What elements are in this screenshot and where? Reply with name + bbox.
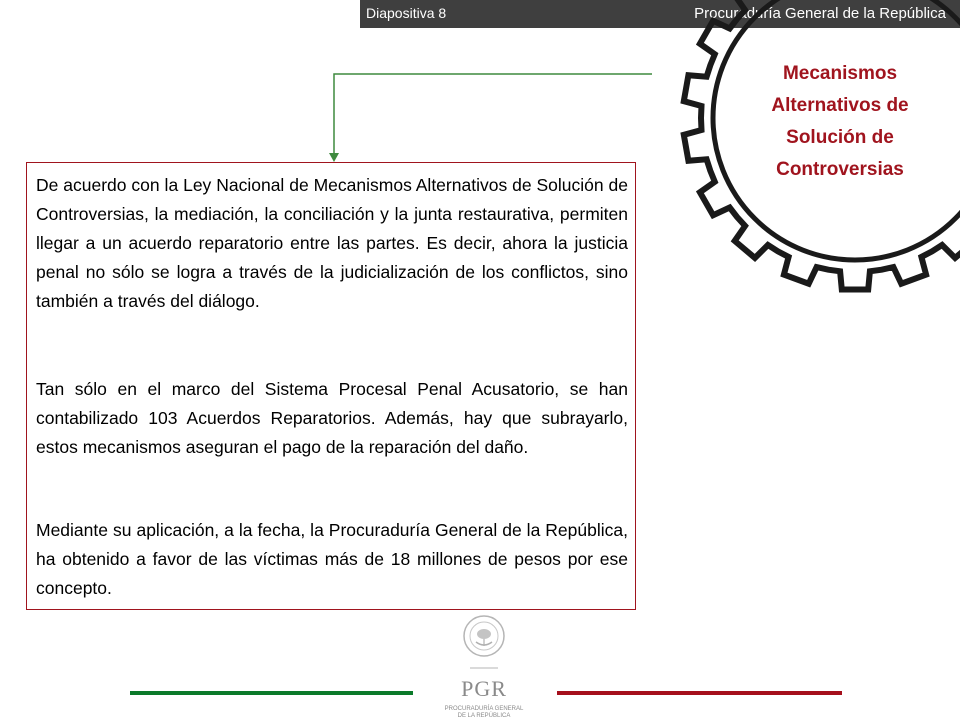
paragraph-2: Tan sólo en el marco del Sistema Procesal Penal Acusatorio, se han contabilizado 103 Acuerdos Reparatorios. Además, hay que subrayarlo, estos mecanismos aseguran el pago de la reparación del daño. bbox=[36, 379, 628, 457]
gear-title-line: Solución de bbox=[786, 127, 894, 148]
logo-subtitle-line: PROCURADURÍA GENERAL bbox=[444, 706, 524, 712]
footer-red-line bbox=[557, 691, 842, 695]
footer-green-line bbox=[130, 691, 413, 695]
organization-title: Procuraduría General de la República bbox=[694, 5, 946, 22]
connector-arrow-head bbox=[329, 153, 339, 162]
slide-number-label: Diapositiva 8 bbox=[366, 5, 447, 21]
paragraph-3: Mediante su aplicación, a la fecha, la Procuraduría General de la República, ha obtenido a favor de las víctimas más de 18 millones de pesos por ese concepto. bbox=[36, 520, 628, 598]
pgr-logo bbox=[436, 612, 532, 720]
gear-title bbox=[742, 58, 938, 186]
logo-subtitle-line: DE LA REPÚBLICA bbox=[457, 713, 511, 719]
paragraph-1: De acuerdo con la Ley Nacional de Mecanismos Alternativos de Solución de Controversias, la mediación, la conciliación y la junta restaurativa, permiten llegar a un acuerdo reparatorio entre las partes. Es decir, ahora la justicia penal no sólo se logra a través de la judicialización de los conflictos, sino también a través del diálogo. bbox=[36, 175, 628, 311]
gear-title-line: Controversias bbox=[776, 159, 904, 180]
logo-acronym: PGR bbox=[461, 676, 507, 701]
content-box bbox=[26, 162, 636, 610]
gear-title-line: Alternativos de bbox=[771, 95, 909, 116]
national-seal-icon bbox=[436, 612, 532, 676]
gear-title-line: Mecanismos bbox=[782, 63, 898, 84]
connector-arrow-line bbox=[334, 74, 652, 154]
logo-subtitle bbox=[436, 706, 532, 720]
